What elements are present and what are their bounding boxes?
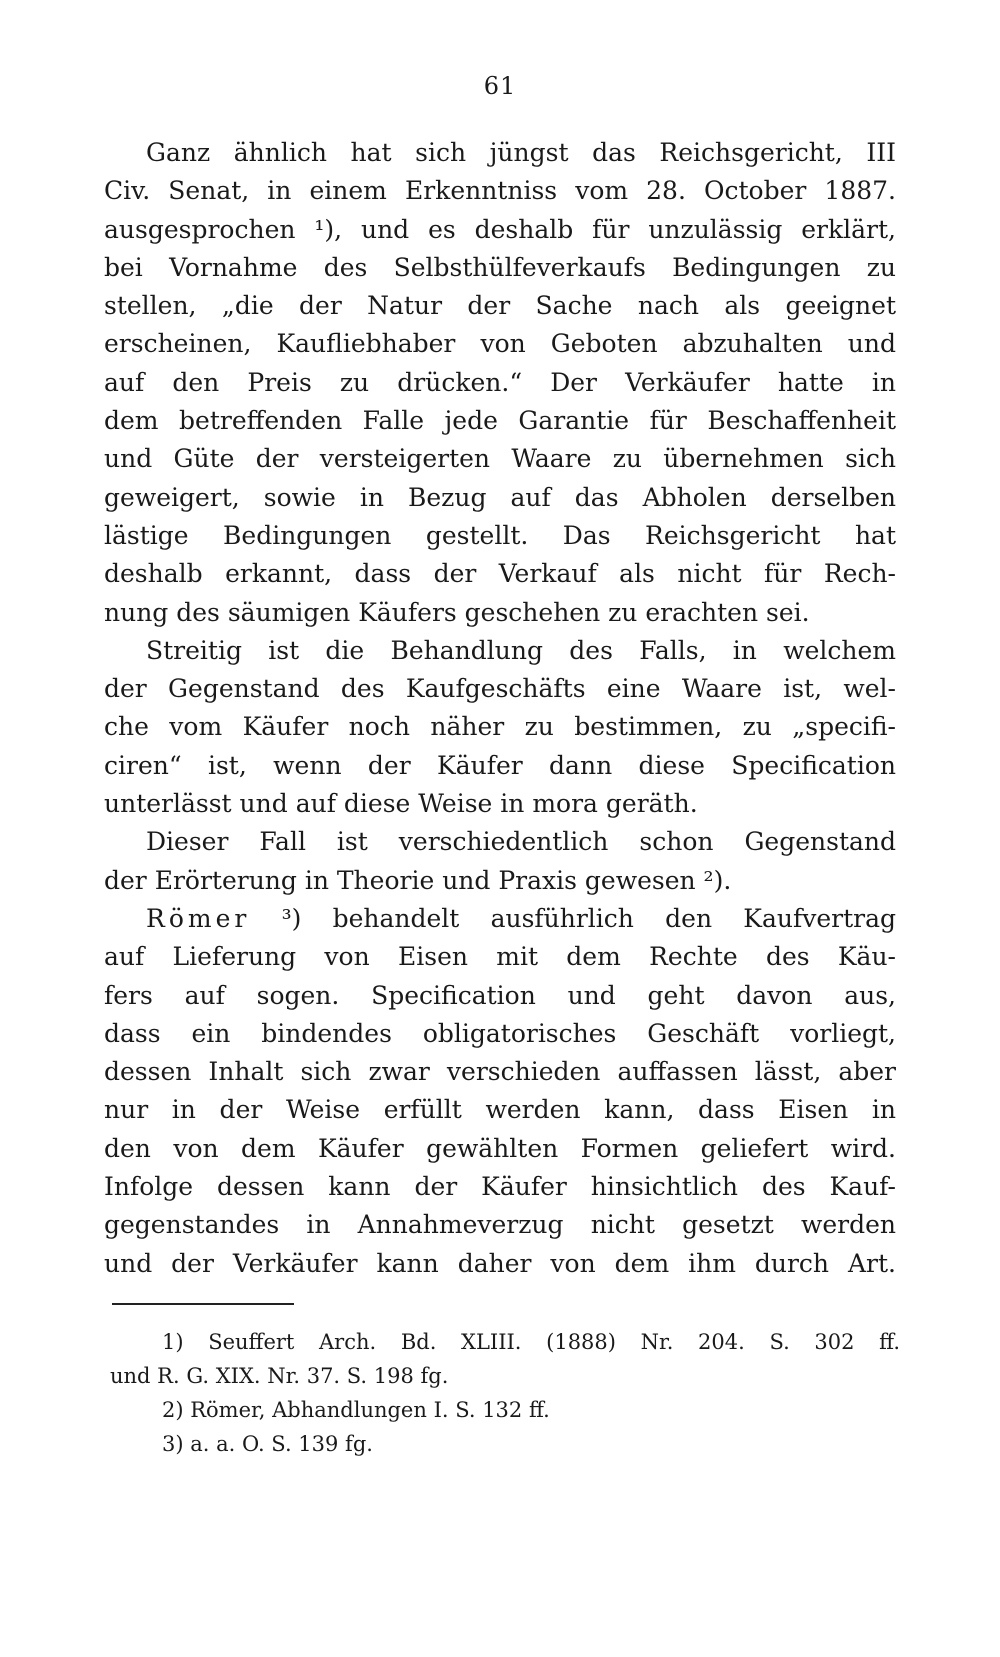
- text-line: nur in der Weise erfüllt werden kann, dass Eisen in: [104, 1095, 896, 1125]
- text-line: fers auf sogen. Specification und geht davon aus,: [104, 980, 896, 1010]
- text-line: Römer ³) behandelt ausführlich den Kaufvertrag: [146, 903, 896, 933]
- text-line: auf Lieferung von Eisen mit dem Rechte des Käu-: [104, 942, 896, 972]
- text-line: Infolge dessen kann der Käufer hinsichtlich des Kauf-: [104, 1172, 896, 1202]
- text-line: Ganz ähnlich hat sich jüngst das Reichsgericht, III: [146, 138, 896, 167]
- text-line: ciren“ ist, wenn der Käufer dann diese Specification: [104, 750, 896, 780]
- text-line: geweigert, sowie in Bezug auf das Abholen derselben: [104, 482, 896, 512]
- text-line: gegenstandes in Annahmeverzug nicht gesetzt werden: [104, 1210, 896, 1240]
- text-line: nung des säumigen Käufers geschehen zu erachten sei.: [104, 597, 810, 627]
- footnote-line: 1) Seuffert Arch. Bd. XLIII. (1888) Nr. 204. S. 302 ff.: [162, 1330, 900, 1354]
- text-line: der Erörterung in Theorie und Praxis gewesen ²).: [104, 865, 732, 895]
- text-line: Civ. Senat, in einem Erkenntniss vom 28. October 1887.: [104, 176, 896, 206]
- text-line: der Gegenstand des Kaufgeschäfts eine Waare ist, wel-: [104, 674, 896, 704]
- footnotes: [110, 1325, 900, 1461]
- text-line: und der Verkäufer kann daher von dem ihm durch Art.: [104, 1248, 896, 1278]
- footnote-line: 3) a. a. O. S. 139 fg.: [162, 1432, 373, 1456]
- text-line: ausgesprochen ¹), und es deshalb für unzulässig erklärt,: [104, 214, 896, 244]
- text-line: stellen, „die der Natur der Sache nach als geeignet: [104, 291, 896, 321]
- text-line: unterlässt und auf diese Weise in mora geräth.: [104, 789, 698, 819]
- footnote-line: und R. G. XIX. Nr. 37. S. 198 fg.: [110, 1364, 449, 1388]
- text-line: bei Vornahme des Selbsthülfeverkaufs Bedingungen zu: [104, 252, 896, 282]
- text-line: und Güte der versteigerten Waare zu übernehmen sich: [104, 444, 896, 474]
- text-line: Dieser Fall ist verschiedentlich schon Gegenstand: [146, 827, 896, 857]
- text-line: dass ein bindendes obligatorisches Geschäft vorliegt,: [104, 1018, 896, 1048]
- text-line: deshalb erkannt, dass der Verkauf als nicht für Rech-: [104, 559, 896, 589]
- footnote-separator: [112, 1303, 294, 1305]
- text-line: dem betreffenden Falle jede Garantie für Beschaffenheit: [104, 406, 896, 436]
- text-line: lästige Bedingungen gestellt. Das Reichsgericht hat: [104, 520, 896, 550]
- text-line: auf den Preis zu drücken.“ Der Verkäufer hatte in: [104, 367, 896, 397]
- text-line: erscheinen, Kaufliebhaber von Geboten abzuhalten und: [104, 329, 896, 359]
- text-line: den von dem Käufer gewählten Formen geliefert wird.: [104, 1133, 896, 1163]
- spaced-name: Römer: [146, 903, 251, 933]
- text-line: Streitig ist die Behandlung des Falls, in welchem: [146, 635, 896, 665]
- footnote-line: 2) Römer, Abhandlungen I. S. 132 ff.: [162, 1398, 550, 1422]
- text-line: dessen Inhalt sich zwar verschieden auffassen lässt, aber: [104, 1057, 896, 1087]
- page-number: 61: [483, 72, 517, 100]
- body-text: [104, 134, 896, 1283]
- text-line: che vom Käufer noch näher zu bestimmen, zu „specifi-: [104, 712, 896, 742]
